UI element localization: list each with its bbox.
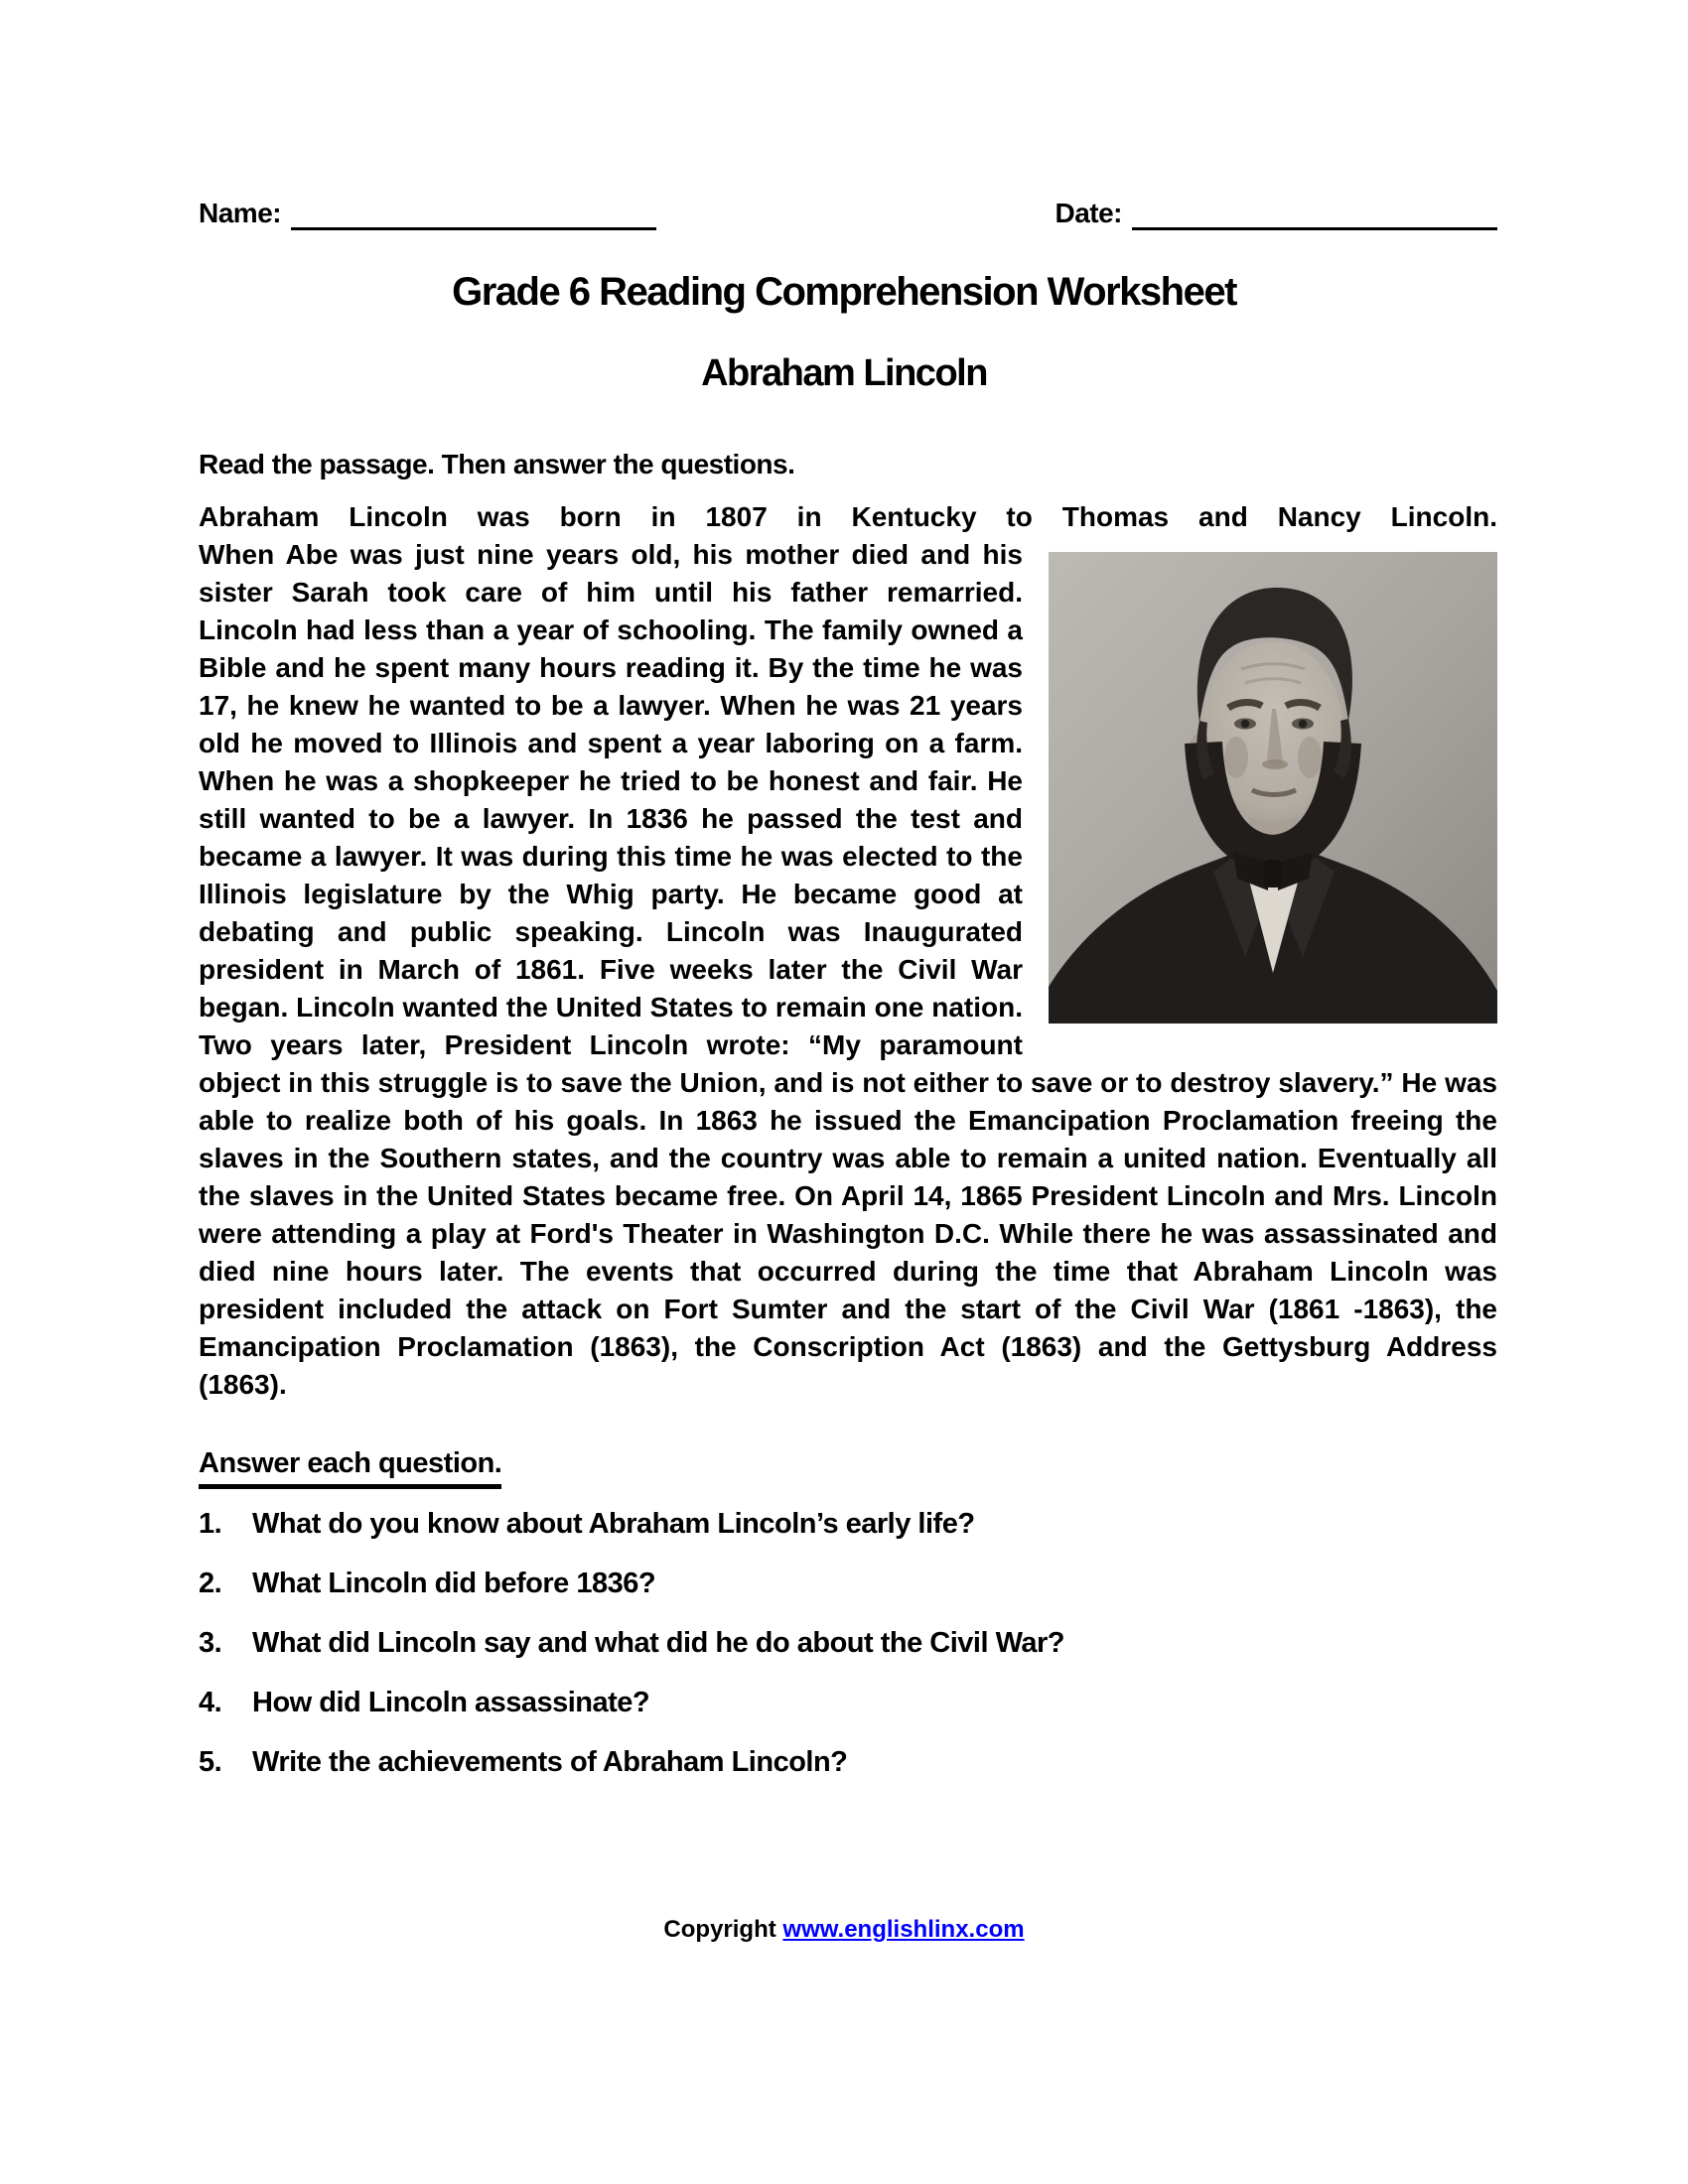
- main-content: [199, 449, 1497, 1803]
- date-blank-line: [1132, 197, 1497, 230]
- copyright-link[interactable]: www.englishlinx.com: [782, 1916, 1025, 1943]
- lincoln-portrait-svg: [1049, 552, 1497, 1024]
- question-row-3: [199, 1624, 1497, 1662]
- question-row-5: [199, 1743, 1497, 1781]
- question-text: What did Lincoln say and what did he do about the Civil War?: [252, 1627, 1064, 1659]
- date-label: Date:: [1055, 198, 1122, 228]
- name-label: Name:: [199, 198, 282, 228]
- page-subtitle: Abraham Lincoln: [701, 352, 987, 394]
- answer-section: [199, 1447, 1497, 1781]
- question-row-1: [199, 1505, 1497, 1543]
- instruction-text: Read the passage. Then answer the questions.: [199, 449, 795, 479]
- answer-heading: Answer each question.: [199, 1447, 501, 1489]
- name-field: [199, 197, 656, 230]
- question-number: 5.: [199, 1746, 222, 1778]
- lincoln-portrait-image: [1049, 552, 1497, 1024]
- question-number: 3.: [199, 1627, 222, 1659]
- passage-intro-line: Abraham Lincoln was born in 1807 in Kentucky to Thomas and Nancy Lincoln.: [199, 501, 1497, 532]
- question-text: Write the achievements of Abraham Lincoln?: [252, 1746, 848, 1778]
- passage-body-text: When Abe was just nine years old, his mother died and his sister Sarah took care of him until his father remarried. Lincoln had less than a year of schooling. The family owned a Bible and he spent many hours reading it. By the time he was 17, he knew he wanted to be a lawyer. When he was 21 years old he moved to Illinois and spent a year laboring on a farm. When he was a shopkeeper he tried to be honest and fair. He still wanted to be a lawyer. In 1836 he passed the test and became a lawyer. It was during this time he was elected to the Illinois legislature by the Whig party. He became good at debating and public speaking. Lincoln was Inaugurated president in March of 1861. Five weeks later the Civil War began. Lincoln wanted the United States to remain one nation. Two years later, President Lincoln wrote: “My paramount object in this struggle is to save the Union, and is not either to save or to destroy slavery.” He was able to realize both of his goals. In 1863 he issued the Emancipation Proclamation freeing the slaves in the Southern states, and the country was able to remain a united nation. Eventually all the slaves in the United States became free. On April 14, 1865 President Lincoln and Mrs. Lincoln were attending a play at Ford's Theater in Washington D.C. While there he was assassinated and died nine hours later. The events that occurred during the time that Abraham Lincoln was president included the attack on Fort Sumter and the start of the Civil War (1861 -1863), the Emancipation Proclamation (1863), the Conscription Act (1863) and the Gettysburg Address (1863).: [199, 539, 1497, 1400]
- question-text: How did Lincoln assassinate?: [252, 1687, 650, 1718]
- question-number: 2.: [199, 1568, 222, 1599]
- date-field: [1055, 197, 1497, 230]
- copyright-label: Copyright: [663, 1916, 783, 1943]
- question-text: What do you know about Abraham Lincoln’s early life?: [252, 1508, 975, 1540]
- header-row: [199, 197, 1497, 230]
- page-title: Grade 6 Reading Comprehension Worksheet: [452, 270, 1236, 314]
- question-number: 1.: [199, 1508, 222, 1540]
- reading-passage: [199, 498, 1497, 1404]
- question-row-4: [199, 1684, 1497, 1721]
- question-row-2: [199, 1565, 1497, 1602]
- footer: [0, 1916, 1688, 1944]
- question-text: What Lincoln did before 1836?: [252, 1568, 656, 1599]
- name-blank-line: [291, 197, 656, 230]
- question-number: 4.: [199, 1687, 222, 1718]
